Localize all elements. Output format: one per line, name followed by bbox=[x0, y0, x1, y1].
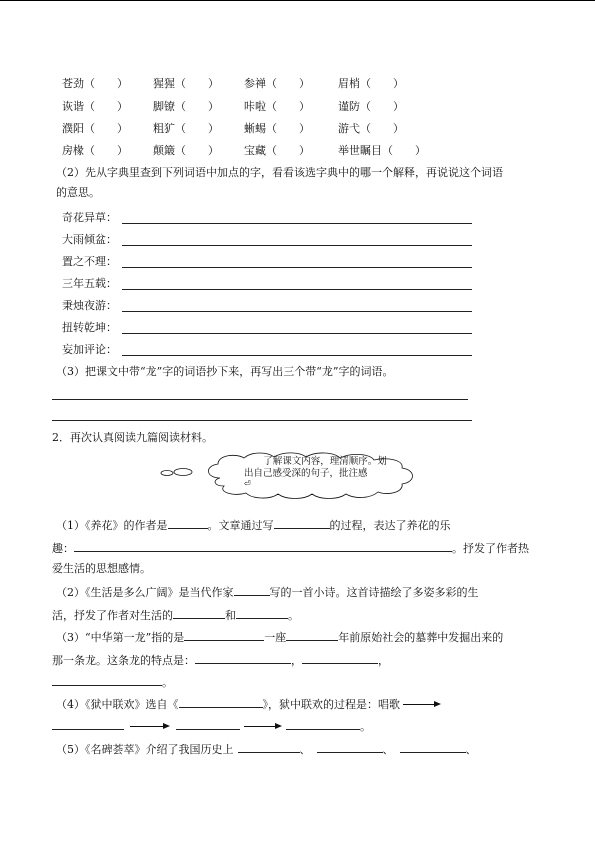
answer-line[interactable] bbox=[122, 223, 472, 224]
p2-text-d: 和 bbox=[225, 609, 236, 622]
p2-text-e: 。 bbox=[288, 609, 299, 622]
blank[interactable] bbox=[236, 606, 288, 619]
right-arrow-icon bbox=[244, 722, 282, 732]
page-top-border bbox=[0, 0, 595, 1]
p5-line1 bbox=[56, 740, 477, 758]
p3-text-a: （3）“中华第一龙”指的是 bbox=[56, 631, 185, 644]
p4-line2 bbox=[52, 717, 371, 735]
word-item: 蜥蜴（ ） bbox=[244, 122, 310, 135]
p3-text-f: ， bbox=[378, 654, 389, 667]
blank[interactable] bbox=[52, 717, 124, 730]
answer-line[interactable] bbox=[52, 399, 468, 400]
answer-line[interactable] bbox=[122, 355, 472, 356]
word-item: 游弋（ ） bbox=[338, 122, 404, 135]
blank[interactable] bbox=[286, 717, 360, 730]
p1-line2 bbox=[52, 539, 529, 557]
p3-text-c: 年前原始社会的墓葬中发掘出来的 bbox=[338, 631, 504, 644]
p5-sep-2: 、 bbox=[382, 743, 394, 756]
word-item: 宝藏（ ） bbox=[244, 144, 310, 157]
blank[interactable] bbox=[317, 740, 383, 753]
blank[interactable] bbox=[173, 606, 225, 619]
p3-text-g: 。 bbox=[162, 676, 173, 689]
q2-item-label: 秉烛夜游： bbox=[62, 299, 117, 312]
blank[interactable] bbox=[274, 516, 330, 529]
blank[interactable] bbox=[74, 539, 452, 552]
p3-text-d: 那一条龙。这条龙的特点是： bbox=[52, 654, 195, 667]
answer-line[interactable] bbox=[122, 333, 472, 334]
word-item: 濮阳（ ） bbox=[62, 122, 128, 135]
p2-text-c: 活，抒发了作者对生活的 bbox=[52, 609, 173, 622]
q2-item-label: 大雨倾盆： bbox=[62, 233, 117, 246]
answer-line[interactable] bbox=[122, 267, 472, 268]
word-item: 房椽（ ） bbox=[62, 144, 128, 157]
blank[interactable] bbox=[234, 583, 270, 596]
p5-sep-1: 、 bbox=[299, 743, 311, 756]
q2-item-label: 扭转乾坤： bbox=[62, 321, 117, 334]
word-item: 苍劲（ ） bbox=[62, 77, 128, 90]
p1-text-b: 。文章通过写 bbox=[207, 519, 274, 532]
p3-text-b: 一座 bbox=[264, 631, 287, 644]
word-item: 咔啦（ ） bbox=[244, 100, 310, 113]
word-item: 诙谐（ ） bbox=[62, 100, 128, 113]
q2-instruction-line1: （2）先从字典里查到下列词语中加点的字，看看该选字典中的哪一个解释，再说说这个词语 bbox=[56, 166, 503, 179]
answer-line[interactable] bbox=[122, 289, 472, 290]
p4-text-c: 。 bbox=[360, 720, 371, 733]
blank[interactable] bbox=[195, 651, 291, 664]
blank[interactable] bbox=[176, 717, 240, 730]
blank[interactable] bbox=[400, 740, 466, 753]
p3-text-e: ， bbox=[291, 654, 302, 667]
p5-text-a: （5）《名碑荟萃》介绍了我国历史上 bbox=[56, 743, 234, 756]
cloud-note-line2: 出自己感受深的句子，批注感 bbox=[244, 468, 368, 479]
p1-line1 bbox=[56, 516, 451, 534]
p4-line1 bbox=[56, 695, 441, 713]
word-item: 颠簸（ ） bbox=[153, 144, 219, 157]
p2-text-b: 写的一首小诗。这首诗描绘了多姿多彩的生 bbox=[269, 586, 479, 599]
blank[interactable] bbox=[238, 740, 300, 753]
q2-item-label: 置之不理： bbox=[62, 255, 117, 268]
word-item: 粗犷（ ） bbox=[153, 122, 219, 135]
p3-line3 bbox=[52, 673, 173, 691]
answer-line[interactable] bbox=[122, 311, 472, 312]
p2-line2 bbox=[52, 606, 299, 624]
blank[interactable] bbox=[179, 695, 263, 708]
p3-line1 bbox=[56, 628, 503, 646]
p4-text-a: （4）《狱中联欢》选自《 bbox=[56, 698, 179, 711]
return-mark-icon: ⏎ bbox=[244, 479, 251, 488]
p1-text-d: 趣： bbox=[52, 542, 74, 555]
p1-text-e: 。抒发了作者热 bbox=[452, 542, 529, 555]
blank[interactable] bbox=[184, 628, 264, 641]
word-item: 谨防（ ） bbox=[338, 100, 404, 113]
blank[interactable] bbox=[286, 628, 338, 641]
word-item: 眉梢（ ） bbox=[338, 77, 404, 90]
p1-text-a: （1）《养花》的作者是 bbox=[56, 519, 168, 532]
cloud-note bbox=[240, 456, 410, 488]
right-arrow-icon bbox=[130, 722, 170, 732]
blank[interactable] bbox=[302, 651, 378, 664]
p5-sep-3: 、 bbox=[465, 743, 477, 756]
p2-text-a: （2）《生活是多么广阔》是当代作家 bbox=[56, 586, 234, 599]
p2-line1 bbox=[56, 583, 479, 601]
right-arrow-icon bbox=[403, 700, 441, 710]
word-item: 参禅（ ） bbox=[244, 77, 310, 90]
word-item: 猩猩（ ） bbox=[153, 77, 219, 90]
p1-text-c: 的过程，表达了养花的乐 bbox=[329, 519, 451, 532]
section2-title: 2．再次认真阅读九篇阅读材料。 bbox=[52, 431, 213, 444]
p1-line3: 爱生活的思想感情。 bbox=[52, 562, 151, 575]
p4-text-b: 》，狱中联欢的过程是：唱歌 bbox=[262, 698, 400, 711]
q2-instruction-line2: 的意思。 bbox=[56, 186, 100, 199]
q3-instruction: （3）把课文中带“龙”字的词语抄下来，再写出三个带“龙”字的词语。 bbox=[56, 365, 394, 378]
q2-item-label: 三年五载： bbox=[62, 277, 117, 290]
answer-line[interactable] bbox=[52, 420, 472, 421]
p3-line2 bbox=[52, 651, 389, 669]
cloud-note-line1: 了解课文内容，理清顺序。划 bbox=[263, 456, 387, 467]
word-item: 举世瞩目（ ） bbox=[338, 144, 426, 157]
word-item: 脚镣（ ） bbox=[153, 100, 219, 113]
answer-line[interactable] bbox=[122, 245, 472, 246]
q2-item-label: 妄加评论： bbox=[62, 343, 117, 356]
blank[interactable] bbox=[168, 516, 208, 529]
q2-item-label: 奇花异草： bbox=[62, 211, 117, 224]
blank[interactable] bbox=[52, 673, 162, 686]
